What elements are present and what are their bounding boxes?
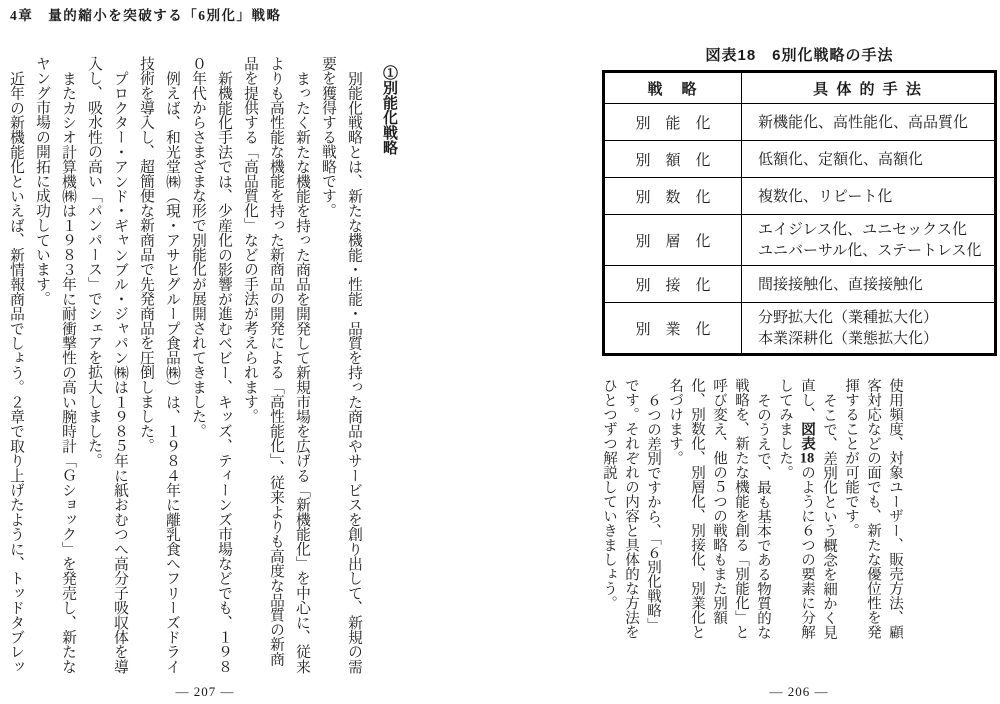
- figure-reference-number: 18: [799, 450, 815, 465]
- methods-cell: [742, 178, 996, 215]
- figure-reference: 図表: [799, 421, 815, 451]
- table-row: [604, 141, 996, 178]
- strategy-cell: 別 数 化: [604, 178, 742, 215]
- paragraph: またカシオ計算機㈱は１９８３年に耐衝撃性の高い腕時計「Ｇショック」を発売し、新たなヤング市場の開拓に成功しています。: [34, 56, 76, 674]
- section-heading: ①別能化戦略: [381, 65, 397, 155]
- figure-table: [602, 70, 997, 356]
- methods-cell: [742, 215, 996, 266]
- paragraph: ６つの差別ですから、「６別化戦略」です。それぞれの内容と具体的な方法をひとつずつ解説していきましょう。: [601, 378, 661, 639]
- paragraph: 別能化戦略とは、新たな機能・性能・品質を持った商品やサービスを創り出して、新規の需要を獲得する戦略です。: [320, 56, 362, 674]
- paragraph: 使用頻度、対象ユーザー、販売方法、顧客対応などの面でも、新たな優位性を発揮することが可能です。: [843, 378, 903, 639]
- method-line: エイジレス化、ユニセックス化: [758, 221, 968, 238]
- strategy-cell: 別 額 化: [604, 141, 742, 178]
- table-row: [604, 303, 996, 355]
- paragraph: まったく新たな機能を持った商品を開発して新規市場を広げる「新機能化」を中心に、従来よりも高性能な機能を持った新商品の開発による「高性能化」、従来よりも高度な品質の新商品を提供する「高品質化」などの手法が考えられます。: [242, 56, 310, 674]
- page-number-left: ― 207 ―: [175, 684, 235, 699]
- strategy-cell: 別 層 化: [604, 215, 742, 266]
- table-header-row: [604, 72, 996, 104]
- table-row: [604, 178, 996, 215]
- strategy-cell: 別 能 化: [604, 104, 742, 141]
- method-line: 間接接触化、直接接触化: [758, 275, 924, 293]
- left-page-text: [0, 56, 402, 678]
- paragraph: そのうえで、最も基本である物質的な戦略を、新たな機能を創る「別能化」と呼び変え、他の５つの戦略もまた別額化、別数化、別層化、別接化、別業化と名づけます。: [667, 378, 771, 639]
- paragraph: 近年の新機能化といえば、新情報商品でしょう。２章で取り上げたように、トッドタブレッ: [8, 70, 24, 674]
- table-header-strategy: 戦 略: [604, 72, 742, 104]
- paragraph: [774, 378, 840, 641]
- method-line: ユニバーサル化、ステートレス化: [758, 242, 982, 259]
- method-line: 本業深耕化（業態拡大化）: [758, 330, 939, 347]
- page-number-right: ― 206 ―: [769, 684, 829, 699]
- paragraph-text: そこで、差別化という概念を細かく見直し、: [799, 378, 837, 639]
- methods-cell: [742, 303, 996, 355]
- paragraph: 例えば、和光堂㈱（現・アサヒグループ食品㈱）は、１９８４年に離乳食へフリーズドライ技術を導入し、超簡便な新商品で先発商品を圧倒しました。: [138, 56, 180, 674]
- method-line: 分野拡大化（業種拡大化）: [758, 309, 939, 326]
- right-page-text: [598, 378, 906, 641]
- paragraph-text: のように６つの要素に分解してみました。: [777, 378, 815, 639]
- table-header-methods: 具 体 的 手 法: [742, 72, 996, 104]
- running-head: 4章 量的縮小を突破する「6別化」戦略: [10, 8, 282, 23]
- paragraph: 新機能化手法では、少産化の影響が進むベビー、キッズ、ティーンズ市場などでも、１９８０年代からさまざまな形で別能化が展開されてきました。: [190, 56, 232, 674]
- figure-title: 図表18 6別化戦略の手法: [705, 47, 894, 64]
- methods-cell: [742, 266, 996, 303]
- strategy-cell: 別 業 化: [604, 303, 742, 355]
- method-line: 低額化、定額化、高額化: [758, 150, 924, 168]
- strategy-cell: 別 接 化: [604, 266, 742, 303]
- method-line: 新機能化、高性能化、高品質化: [758, 113, 969, 131]
- methods-cell: [742, 141, 996, 178]
- method-line: 複数化、リピート化: [758, 187, 893, 205]
- table-row: [604, 104, 996, 141]
- paragraph: プロクター・アンド・ギャンブル・ジャパン㈱は１９８５年に紙おむつへ高分子吸収体を導入し、吸水性の高い「パンパース」でシェアを拡大しました。: [86, 56, 128, 674]
- methods-cell: [742, 104, 996, 141]
- table-row: [604, 215, 996, 266]
- table-row: [604, 266, 996, 303]
